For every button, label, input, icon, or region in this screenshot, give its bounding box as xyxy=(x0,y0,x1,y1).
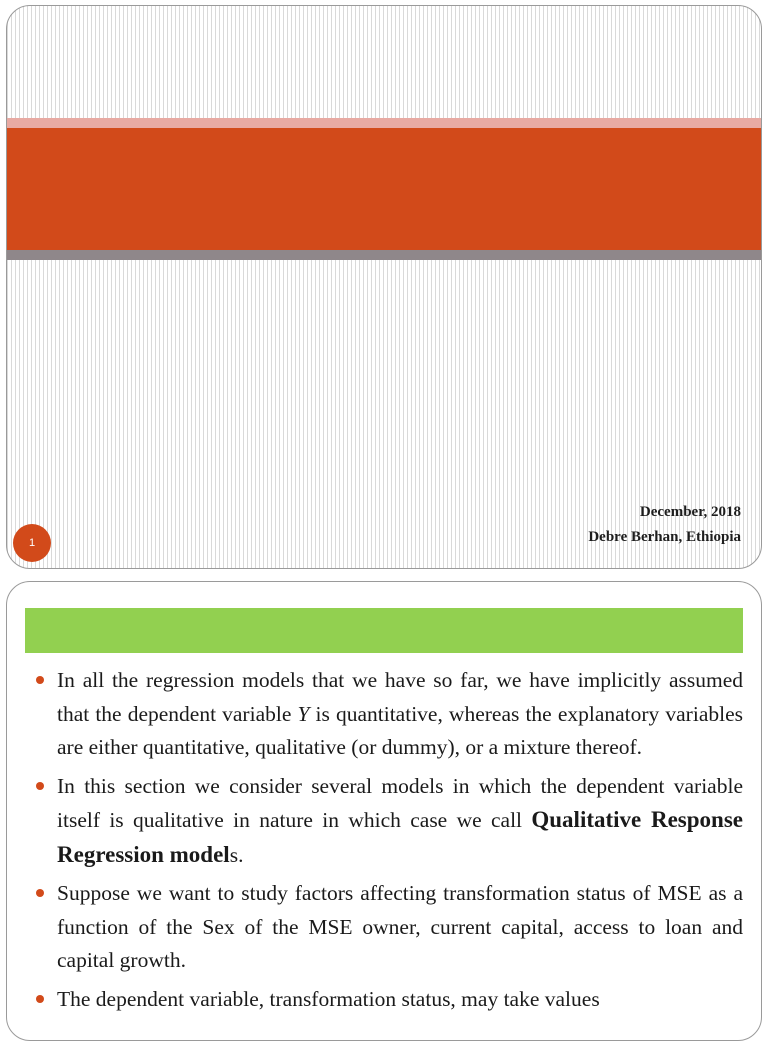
bullet-item xyxy=(33,877,743,978)
title-band xyxy=(7,128,761,250)
bullet-list xyxy=(33,664,743,1021)
variable-y: Y xyxy=(297,701,310,726)
bullet-dot-icon xyxy=(36,676,44,684)
bullet-text: The dependent variable, transformation status, may take values xyxy=(57,986,600,1011)
emphasized-term: Qualitative Response Regression model xyxy=(57,807,743,867)
bullet-text: In this section we consider several models in which the dependent variable itself is qualitative in nature in which case we call xyxy=(57,773,743,832)
bullet-item xyxy=(33,770,743,873)
presentation-location: Debre Berhan, Ethiopia xyxy=(588,529,741,545)
bullet-dot-icon xyxy=(36,889,44,897)
presentation-date: December, 2018 xyxy=(639,504,741,520)
bullet-text: In all the regression models that we have so far, we have implicitly assumed that the dependent variable xyxy=(57,668,743,726)
slide-number-badge: 1 xyxy=(13,524,51,562)
title-slide xyxy=(6,5,762,569)
bullet-text: is quantitative, whereas the explanatory variables are either quantitative, qualitative (or dummy), or a mixture thereof. xyxy=(57,701,743,759)
top-accent-band xyxy=(7,118,761,128)
content-slide xyxy=(6,581,762,1041)
bullet-dot-icon xyxy=(36,782,44,790)
bullet-text: Suppose we want to study factors affecting transformation status of MSE as a function of the Sex of the MSE owner, current capital, access to loan and capital growth. xyxy=(57,881,743,972)
bottom-accent-band xyxy=(7,250,761,260)
bullet-text: s. xyxy=(229,842,244,867)
bullet-item xyxy=(33,983,743,1017)
slide-title-bar xyxy=(25,608,743,653)
bullet-item xyxy=(33,664,743,765)
bullet-dot-icon xyxy=(36,995,44,1003)
